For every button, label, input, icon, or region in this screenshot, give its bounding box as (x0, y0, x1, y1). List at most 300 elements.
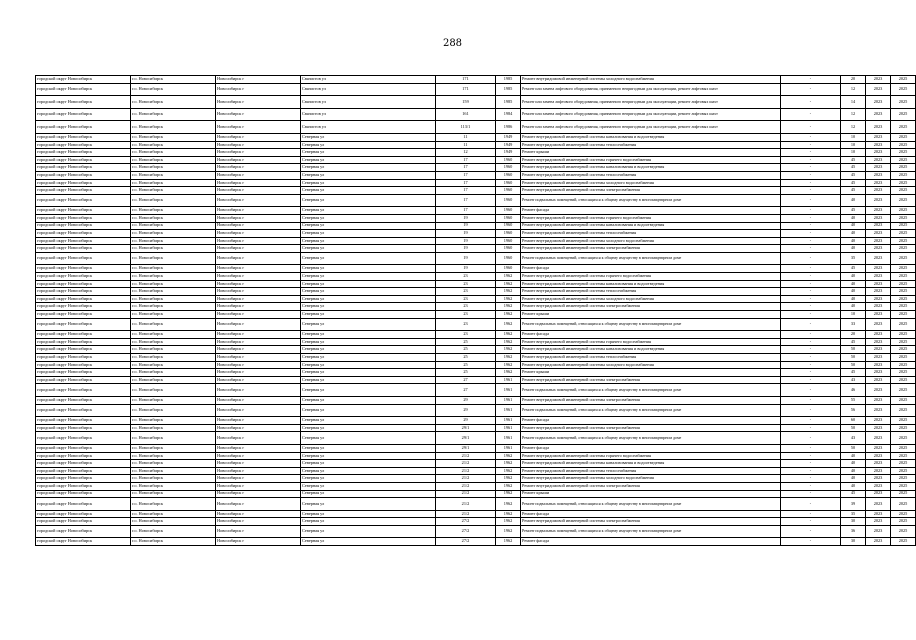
house-number-cell: 29/1 (436, 444, 496, 452)
city-cell: Новосибирск г (216, 245, 301, 253)
district-cell: г.о. Новосибирск (131, 303, 216, 311)
city-cell: Новосибирск г (216, 525, 301, 538)
end-year-cell: 2025 (891, 265, 916, 273)
work-type-cell: Ремонт внутридомовой инженерной системы теплоснабжения (521, 171, 781, 179)
amount-cell: 30 (841, 538, 866, 546)
dash-cell: - (781, 179, 841, 187)
end-year-cell: 2025 (891, 396, 916, 404)
start-year-cell: 2023 (866, 288, 891, 296)
end-year-cell: 2025 (891, 404, 916, 417)
work-type-cell: Ремонт фасада (521, 510, 781, 518)
work-type-cell: Ремонт крыши (521, 311, 781, 319)
end-year-cell: 2025 (891, 222, 916, 230)
street-cell: Северная ул (301, 179, 436, 187)
house-number-cell: 29 (436, 417, 496, 425)
district-cell: г.о. Новосибирск (131, 245, 216, 253)
year-built-cell: 1962 (496, 498, 521, 511)
street-cell: Северная ул (301, 376, 436, 384)
year-built-cell: 1962 (496, 361, 521, 369)
start-year-cell: 2023 (866, 432, 891, 445)
district-cell: г.о. Новосибирск (131, 538, 216, 546)
work-type-cell: Ремонт внутридомовой инженерной системы электроснабжения (521, 424, 781, 432)
city-cell: Новосибирск г (216, 432, 301, 445)
house-number-cell: 23 (436, 318, 496, 331)
table-row (36, 96, 916, 109)
table-row (36, 424, 916, 432)
table-row (36, 346, 916, 354)
city-cell: Новосибирск г (216, 237, 301, 245)
start-year-cell: 2023 (866, 467, 891, 475)
municipality-cell: городской округ Новосибирск (36, 252, 131, 265)
start-year-cell: 2023 (866, 156, 891, 164)
table-row (36, 525, 916, 538)
end-year-cell: 2025 (891, 121, 916, 134)
house-number-cell: 171 (436, 76, 496, 84)
table-row (36, 331, 916, 339)
year-built-cell: 1960 (496, 156, 521, 164)
city-cell: Новосибирск г (216, 346, 301, 354)
street-cell: Северная ул (301, 245, 436, 253)
municipality-cell: городской округ Новосибирск (36, 171, 131, 179)
start-year-cell: 2023 (866, 444, 891, 452)
municipality-cell: городской округ Новосибирск (36, 303, 131, 311)
work-type-cell: Ремонт или замена лифтового оборудования, признанного непригодным для эксплуатации, ремонт лифтовых шахт (521, 121, 781, 134)
end-year-cell: 2025 (891, 187, 916, 195)
year-built-cell: 1960 (496, 171, 521, 179)
dash-cell: - (781, 237, 841, 245)
house-number-cell: 29 (436, 404, 496, 417)
table-row (36, 498, 916, 511)
amount-cell: 35 (841, 510, 866, 518)
district-cell: г.о. Новосибирск (131, 187, 216, 195)
end-year-cell: 2025 (891, 171, 916, 179)
table-row (36, 222, 916, 230)
work-type-cell: Ремонт внутридомовой инженерной системы теплоснабжения (521, 467, 781, 475)
table-row (36, 490, 916, 498)
start-year-cell: 2023 (866, 207, 891, 215)
work-type-cell: Ремонт внутридомовой инженерной системы холодного водоснабжения (521, 475, 781, 483)
district-cell: г.о. Новосибирск (131, 222, 216, 230)
end-year-cell: 2025 (891, 467, 916, 475)
municipality-cell: городской округ Новосибирск (36, 384, 131, 397)
district-cell: г.о. Новосибирск (131, 452, 216, 460)
table-row (36, 518, 916, 526)
year-built-cell: 1962 (496, 346, 521, 354)
year-built-cell: 1962 (496, 460, 521, 468)
year-built-cell: 1960 (496, 207, 521, 215)
end-year-cell: 2025 (891, 384, 916, 397)
start-year-cell: 2023 (866, 376, 891, 384)
street-cell: Северная ул (301, 303, 436, 311)
page-number: 288 (442, 38, 463, 49)
municipality-cell: городской округ Новосибирск (36, 288, 131, 296)
district-cell: г.о. Новосибирск (131, 338, 216, 346)
end-year-cell: 2025 (891, 214, 916, 222)
city-cell: Новосибирск г (216, 452, 301, 460)
municipality-cell: городской округ Новосибирск (36, 424, 131, 432)
dash-cell: - (781, 230, 841, 238)
end-year-cell: 2025 (891, 179, 916, 187)
street-cell: Северная ул (301, 331, 436, 339)
street-cell: Северная ул (301, 346, 436, 354)
amount-cell: 20 (841, 76, 866, 84)
work-type-cell: Ремонт фасада (521, 538, 781, 546)
district-cell: г.о. Новосибирск (131, 384, 216, 397)
district-cell: г.о. Новосибирск (131, 525, 216, 538)
house-number-cell: 17 (436, 194, 496, 207)
work-type-cell: Ремонт внутридомовой инженерной системы канализования и водоотведения (521, 164, 781, 172)
street-cell: Северная ул (301, 432, 436, 445)
table-row (36, 133, 916, 141)
city-cell: Новосибирск г (216, 518, 301, 526)
year-built-cell: 1962 (496, 303, 521, 311)
house-number-cell: 21/2 (436, 452, 496, 460)
start-year-cell: 2023 (866, 187, 891, 195)
house-number-cell: 161 (436, 108, 496, 121)
year-built-cell: 1960 (496, 222, 521, 230)
house-number-cell: 25 (436, 354, 496, 362)
municipality-cell: городской округ Новосибирск (36, 121, 131, 134)
dash-cell: - (781, 311, 841, 319)
dash-cell: - (781, 252, 841, 265)
dash-cell: - (781, 288, 841, 296)
house-number-cell: 23 (436, 331, 496, 339)
municipality-cell: городской округ Новосибирск (36, 331, 131, 339)
city-cell: Новосибирск г (216, 265, 301, 273)
start-year-cell: 2023 (866, 475, 891, 483)
amount-cell: 10 (841, 133, 866, 141)
table-row (36, 187, 916, 195)
district-cell: г.о. Новосибирск (131, 141, 216, 149)
city-cell: Новосибирск г (216, 490, 301, 498)
municipality-cell: городской округ Новосибирск (36, 538, 131, 546)
municipality-cell: городской округ Новосибирск (36, 475, 131, 483)
house-number-cell: 21/2 (436, 460, 496, 468)
municipality-cell: городской округ Новосибирск (36, 265, 131, 273)
table-row (36, 460, 916, 468)
dash-cell: - (781, 108, 841, 121)
amount-cell: 40 (841, 482, 866, 490)
work-type-cell: Ремонт внутридомовой инженерной системы электроснабжения (521, 303, 781, 311)
dash-cell: - (781, 121, 841, 134)
municipality-cell: городской округ Новосибирск (36, 96, 131, 109)
street-cell: Северная ул (301, 237, 436, 245)
municipality-cell: городской округ Новосибирск (36, 417, 131, 425)
house-number-cell: 12 (436, 149, 496, 157)
municipality-cell: городской округ Новосибирск (36, 237, 131, 245)
district-cell: г.о. Новосибирск (131, 354, 216, 362)
amount-cell: 35 (841, 252, 866, 265)
dash-cell: - (781, 164, 841, 172)
city-cell: Новосибирск г (216, 424, 301, 432)
end-year-cell: 2025 (891, 149, 916, 157)
municipality-cell: городской округ Новосибирск (36, 108, 131, 121)
end-year-cell: 2025 (891, 252, 916, 265)
dash-cell: - (781, 338, 841, 346)
year-built-cell: 1962 (496, 331, 521, 339)
house-number-cell: 17 (436, 156, 496, 164)
dash-cell: - (781, 245, 841, 253)
municipality-cell: городской округ Новосибирск (36, 361, 131, 369)
house-number-cell: 17 (436, 207, 496, 215)
dash-cell: - (781, 194, 841, 207)
end-year-cell: 2025 (891, 83, 916, 96)
municipality-cell: городской округ Новосибирск (36, 338, 131, 346)
work-type-cell: Ремонт внутридомовой инженерной системы канализования и водоотведения (521, 222, 781, 230)
table-row (36, 280, 916, 288)
amount-cell: 14 (841, 96, 866, 109)
district-cell: г.о. Новосибирск (131, 108, 216, 121)
work-type-cell: Ремонт или замена лифтового оборудования, признанного непригодным для эксплуатации, ремонт лифтовых шахт (521, 96, 781, 109)
city-cell: Новосибирск г (216, 222, 301, 230)
year-built-cell: 1960 (496, 252, 521, 265)
end-year-cell: 2025 (891, 338, 916, 346)
amount-cell: 40 (841, 467, 866, 475)
table-row (36, 194, 916, 207)
dash-cell: - (781, 490, 841, 498)
district-cell: г.о. Новосибирск (131, 432, 216, 445)
start-year-cell: 2023 (866, 164, 891, 172)
start-year-cell: 2023 (866, 518, 891, 526)
district-cell: г.о. Новосибирск (131, 396, 216, 404)
amount-cell: 40 (841, 214, 866, 222)
table-row (36, 295, 916, 303)
year-built-cell: 1962 (496, 510, 521, 518)
start-year-cell: 2023 (866, 510, 891, 518)
district-cell: г.о. Новосибирск (131, 318, 216, 331)
start-year-cell: 2023 (866, 346, 891, 354)
table-row (36, 265, 916, 273)
amount-cell: 50 (841, 424, 866, 432)
year-built-cell: 1949 (496, 149, 521, 157)
street-cell: Северная ул (301, 194, 436, 207)
year-built-cell: 1962 (496, 288, 521, 296)
dash-cell: - (781, 369, 841, 377)
street-cell: Северная ул (301, 482, 436, 490)
house-number-cell: 21/2 (436, 467, 496, 475)
street-cell: Северная ул (301, 149, 436, 157)
year-built-cell: 1961 (496, 376, 521, 384)
table-row (36, 141, 916, 149)
house-number-cell: 29/1 (436, 432, 496, 445)
district-cell: г.о. Новосибирск (131, 207, 216, 215)
start-year-cell: 2023 (866, 214, 891, 222)
house-number-cell: 19 (436, 265, 496, 273)
start-year-cell: 2023 (866, 460, 891, 468)
dash-cell: - (781, 96, 841, 109)
amount-cell: 40 (841, 245, 866, 253)
dash-cell: - (781, 76, 841, 84)
table-row (36, 354, 916, 362)
city-cell: Новосибирск г (216, 311, 301, 319)
start-year-cell: 2023 (866, 384, 891, 397)
municipality-cell: городской округ Новосибирск (36, 179, 131, 187)
house-number-cell: 19 (436, 222, 496, 230)
house-number-cell: 19 (436, 237, 496, 245)
end-year-cell: 2025 (891, 318, 916, 331)
dash-cell: - (781, 133, 841, 141)
work-type-cell: Ремонт крыши (521, 369, 781, 377)
street-cell: Северная ул (301, 156, 436, 164)
municipality-cell: городской округ Новосибирск (36, 214, 131, 222)
city-cell: Новосибирск г (216, 369, 301, 377)
district-cell: г.о. Новосибирск (131, 417, 216, 425)
dash-cell: - (781, 141, 841, 149)
house-number-cell: 171 (436, 83, 496, 96)
street-cell: Северная ул (301, 252, 436, 265)
municipality-cell: городской округ Новосибирск (36, 498, 131, 511)
end-year-cell: 2025 (891, 475, 916, 483)
street-cell: Связистов ул (301, 121, 436, 134)
city-cell: Новосибирск г (216, 303, 301, 311)
municipality-cell: городской округ Новосибирск (36, 83, 131, 96)
start-year-cell: 2023 (866, 265, 891, 273)
house-number-cell: 113/1 (436, 121, 496, 134)
amount-cell: 45 (841, 369, 866, 377)
district-cell: г.о. Новосибирск (131, 265, 216, 273)
district-cell: г.о. Новосибирск (131, 230, 216, 238)
end-year-cell: 2025 (891, 76, 916, 84)
amount-cell: 10 (841, 149, 866, 157)
amount-cell: 39 (841, 498, 866, 511)
municipality-cell: городской округ Новосибирск (36, 444, 131, 452)
work-type-cell: Ремонт внутридомовой инженерной системы канализования и водоотведения (521, 460, 781, 468)
street-cell: Северная ул (301, 187, 436, 195)
start-year-cell: 2023 (866, 303, 891, 311)
dash-cell: - (781, 518, 841, 526)
street-cell: Северная ул (301, 369, 436, 377)
year-built-cell: 1960 (496, 237, 521, 245)
work-type-cell: Ремонт фасада (521, 417, 781, 425)
municipality-cell: городской округ Новосибирск (36, 354, 131, 362)
work-type-cell: Ремонт внутридомовой инженерной системы электроснабжения (521, 245, 781, 253)
year-built-cell: 1949 (496, 141, 521, 149)
district-cell: г.о. Новосибирск (131, 76, 216, 84)
city-cell: Новосибирск г (216, 338, 301, 346)
start-year-cell: 2023 (866, 318, 891, 331)
amount-cell: 10 (841, 141, 866, 149)
work-type-cell: Ремонт внутридомовой инженерной системы теплоснабжения (521, 230, 781, 238)
dash-cell: - (781, 207, 841, 215)
year-built-cell: 1985 (496, 96, 521, 109)
dash-cell: - (781, 273, 841, 281)
end-year-cell: 2025 (891, 424, 916, 432)
end-year-cell: 2025 (891, 444, 916, 452)
city-cell: Новосибирск г (216, 230, 301, 238)
street-cell: Северная ул (301, 518, 436, 526)
district-cell: г.о. Новосибирск (131, 490, 216, 498)
end-year-cell: 2025 (891, 346, 916, 354)
amount-cell: 10 (841, 311, 866, 319)
municipality-cell: городской округ Новосибирск (36, 490, 131, 498)
start-year-cell: 2023 (866, 361, 891, 369)
city-cell: Новосибирск г (216, 214, 301, 222)
city-cell: Новосибирск г (216, 318, 301, 331)
start-year-cell: 2023 (866, 354, 891, 362)
dash-cell: - (781, 187, 841, 195)
house-number-cell: 21/2 (436, 475, 496, 483)
district-cell: г.о. Новосибирск (131, 295, 216, 303)
dash-cell: - (781, 280, 841, 288)
house-number-cell: 27 (436, 384, 496, 397)
start-year-cell: 2023 (866, 417, 891, 425)
dash-cell: - (781, 83, 841, 96)
amount-cell: 40 (841, 288, 866, 296)
year-built-cell: 1962 (496, 482, 521, 490)
end-year-cell: 2025 (891, 510, 916, 518)
year-built-cell: 1986 (496, 121, 521, 134)
city-cell: Новосибирск г (216, 498, 301, 511)
amount-cell: 45 (841, 164, 866, 172)
year-built-cell: 1984 (496, 108, 521, 121)
city-cell: Новосибирск г (216, 510, 301, 518)
city-cell: Новосибирск г (216, 280, 301, 288)
house-number-cell: 29 (436, 396, 496, 404)
amount-cell: 12 (841, 108, 866, 121)
district-cell: г.о. Новосибирск (131, 179, 216, 187)
city-cell: Новосибирск г (216, 295, 301, 303)
table-row (36, 245, 916, 253)
street-cell: Северная ул (301, 361, 436, 369)
end-year-cell: 2025 (891, 331, 916, 339)
dash-cell: - (781, 417, 841, 425)
work-type-cell: Ремонт внутридомовой инженерной системы электроснабжения (521, 518, 781, 526)
amount-cell: 50 (841, 346, 866, 354)
amount-cell: 45 (841, 338, 866, 346)
amount-cell: 45 (841, 490, 866, 498)
city-cell: Новосибирск г (216, 460, 301, 468)
district-cell: г.о. Новосибирск (131, 171, 216, 179)
end-year-cell: 2025 (891, 490, 916, 498)
amount-cell: 30 (841, 518, 866, 526)
end-year-cell: 2025 (891, 525, 916, 538)
year-built-cell: 1961 (496, 404, 521, 417)
house-number-cell: 23 (436, 280, 496, 288)
amount-cell: 50 (841, 444, 866, 452)
municipality-cell: городской округ Новосибирск (36, 164, 131, 172)
end-year-cell: 2025 (891, 432, 916, 445)
start-year-cell: 2023 (866, 311, 891, 319)
amount-cell: 45 (841, 207, 866, 215)
municipality-cell: городской округ Новосибирск (36, 273, 131, 281)
house-number-cell: 21/2 (436, 482, 496, 490)
end-year-cell: 2025 (891, 460, 916, 468)
year-built-cell: 1961 (496, 424, 521, 432)
work-type-cell: Ремонт подвальных помещений, относящихся к общему имуществу в многоквартирном доме (521, 404, 781, 417)
district-cell: г.о. Новосибирск (131, 444, 216, 452)
year-built-cell: 1961 (496, 417, 521, 425)
table-row (36, 311, 916, 319)
dash-cell: - (781, 498, 841, 511)
end-year-cell: 2025 (891, 369, 916, 377)
work-type-cell: Ремонт подвальных помещений, относящихся к общему имуществу в многоквартирном доме (521, 194, 781, 207)
work-type-cell: Ремонт внутридомовой инженерной системы электроснабжения (521, 187, 781, 195)
street-cell: Северная ул (301, 141, 436, 149)
district-cell: г.о. Новосибирск (131, 460, 216, 468)
city-cell: Новосибирск г (216, 164, 301, 172)
municipality-cell: городской округ Новосибирск (36, 280, 131, 288)
house-number-cell: 11 (436, 133, 496, 141)
city-cell: Новосибирск г (216, 482, 301, 490)
table-row (36, 303, 916, 311)
city-cell: Новосибирск г (216, 187, 301, 195)
end-year-cell: 2025 (891, 288, 916, 296)
street-cell: Северная ул (301, 230, 436, 238)
table-row (36, 171, 916, 179)
street-cell: Связистов ул (301, 83, 436, 96)
city-cell: Новосибирск г (216, 207, 301, 215)
end-year-cell: 2025 (891, 452, 916, 460)
